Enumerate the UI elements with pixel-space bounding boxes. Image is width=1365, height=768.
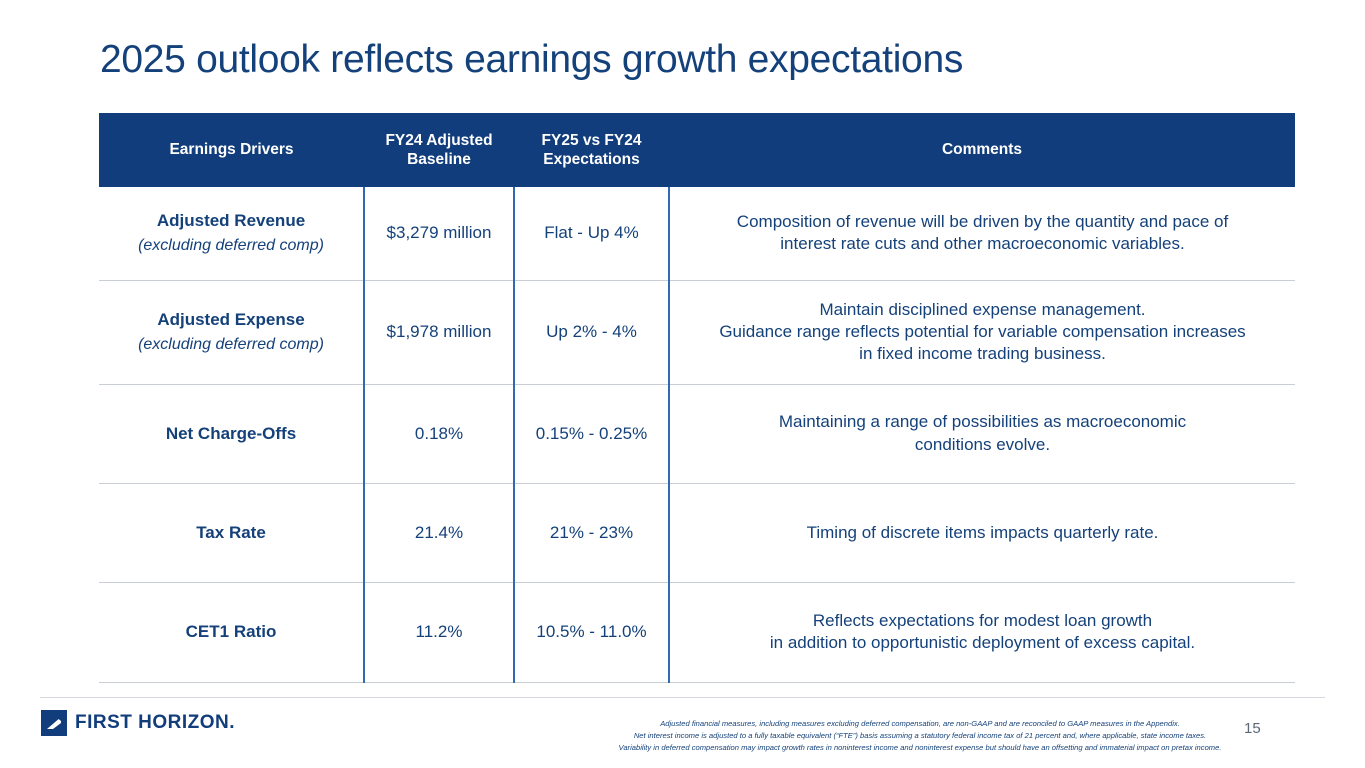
- driver-sublabel: (excluding deferred comp): [138, 236, 324, 254]
- cell-expectation: 0.15% - 0.25%: [514, 384, 669, 483]
- cell-expectation: 10.5% - 11.0%: [514, 582, 669, 682]
- comment-line-1: Reflects expectations for modest loan growth: [812, 610, 1153, 630]
- cell-driver: [99, 483, 364, 582]
- comment-line-2: Guidance range reflects potential for variable compensation increases: [719, 321, 1246, 341]
- footer-divider: [40, 697, 1325, 698]
- driver-label: Tax Rate: [196, 522, 266, 542]
- driver-label: Net Charge-Offs: [165, 423, 297, 443]
- driver-sublabel: (excluding deferred comp): [138, 335, 324, 353]
- driver-label: Adjusted Expense: [157, 310, 305, 330]
- cell-driver: [99, 384, 364, 483]
- cell-comment: [669, 384, 1295, 483]
- column-header-earnings-drivers: Earnings Drivers: [99, 113, 364, 187]
- comment-line-1: Composition of revenue will be driven by the quantity and pace of: [736, 211, 1229, 231]
- cell-expectation: Flat - Up 4%: [514, 187, 669, 280]
- comment-line-1: Maintain disciplined expense management.: [819, 299, 1146, 319]
- cell-baseline: 0.18%: [364, 384, 514, 483]
- logo-wordmark: FIRST HORIZON.: [75, 712, 236, 733]
- driver-label: CET1 Ratio: [185, 622, 277, 642]
- table-row: [99, 483, 1295, 582]
- company-logo: [41, 710, 235, 736]
- cell-driver: [99, 582, 364, 682]
- cell-baseline: $3,279 million: [364, 187, 514, 280]
- table-header-row: [99, 113, 1295, 187]
- table-header: [99, 113, 1295, 187]
- cell-comment: [669, 187, 1295, 280]
- footnote-line-3: Variability in deferred compensation may impact growth rates in noninterest income and noninterest expense but should have an offsetting and immaterial impact on pretax income.: [618, 742, 1222, 752]
- table-row: [99, 187, 1295, 280]
- outlook-table-container: [99, 113, 1295, 683]
- outlook-table: [99, 113, 1295, 683]
- column-header-fy24-adjusted-baseline: [364, 113, 514, 187]
- comment-line-2: in addition to opportunistic deployment of excess capital.: [769, 633, 1196, 653]
- comment-line-2: interest rate cuts and other macroeconomic variables.: [780, 234, 1185, 254]
- footnotes: [600, 718, 1240, 753]
- table-row: [99, 280, 1295, 384]
- comment-line-3: in fixed income trading business.: [859, 344, 1106, 364]
- cell-driver: [99, 187, 364, 280]
- page-title: 2025 outlook reflects earnings growth expectations: [100, 38, 964, 81]
- driver-label: Adjusted Revenue: [156, 211, 306, 231]
- column-header-expect-line1: FY25 vs FY24: [541, 131, 642, 149]
- cell-expectation: 21% - 23%: [514, 483, 669, 582]
- table-row: [99, 582, 1295, 682]
- first-horizon-mark-icon: [41, 710, 67, 736]
- column-header-fy25-vs-fy24-expectations: [514, 113, 669, 187]
- cell-baseline: $1,978 million: [364, 280, 514, 384]
- comment-line-1: Maintaining a range of possibilities as macroeconomic: [778, 412, 1187, 432]
- footnote-line-2: Net interest income is adjusted to a fully taxable equivalent (“FTE”) basis assuming a statutory federal income tax of 21 percent and, where applicable, state income taxes.: [633, 730, 1207, 740]
- column-header-baseline-line2: Baseline: [407, 151, 471, 168]
- table-row: [99, 384, 1295, 483]
- cell-expectation: Up 2% - 4%: [514, 280, 669, 384]
- cell-comment: [669, 280, 1295, 384]
- footnote-line-1: Adjusted financial measures, including measures excluding deferred compensation, are non-GAAP and are reconciled to GAAP measures in the Appendix.: [660, 719, 1180, 728]
- comment-line-2: conditions evolve.: [914, 434, 1051, 454]
- page-number: 15: [1244, 720, 1261, 737]
- column-header-baseline-line1: FY24 Adjusted: [385, 131, 493, 149]
- cell-baseline: 21.4%: [364, 483, 514, 582]
- cell-baseline: 11.2%: [364, 582, 514, 682]
- column-header-expect-line2: Expectations: [543, 151, 640, 168]
- column-header-comments: Comments: [669, 113, 1295, 187]
- cell-driver: [99, 280, 364, 384]
- comment-line-1: Timing of discrete items impacts quarterly rate.: [806, 522, 1159, 542]
- cell-comment: [669, 582, 1295, 682]
- cell-comment: [669, 483, 1295, 582]
- table-body: [99, 187, 1295, 682]
